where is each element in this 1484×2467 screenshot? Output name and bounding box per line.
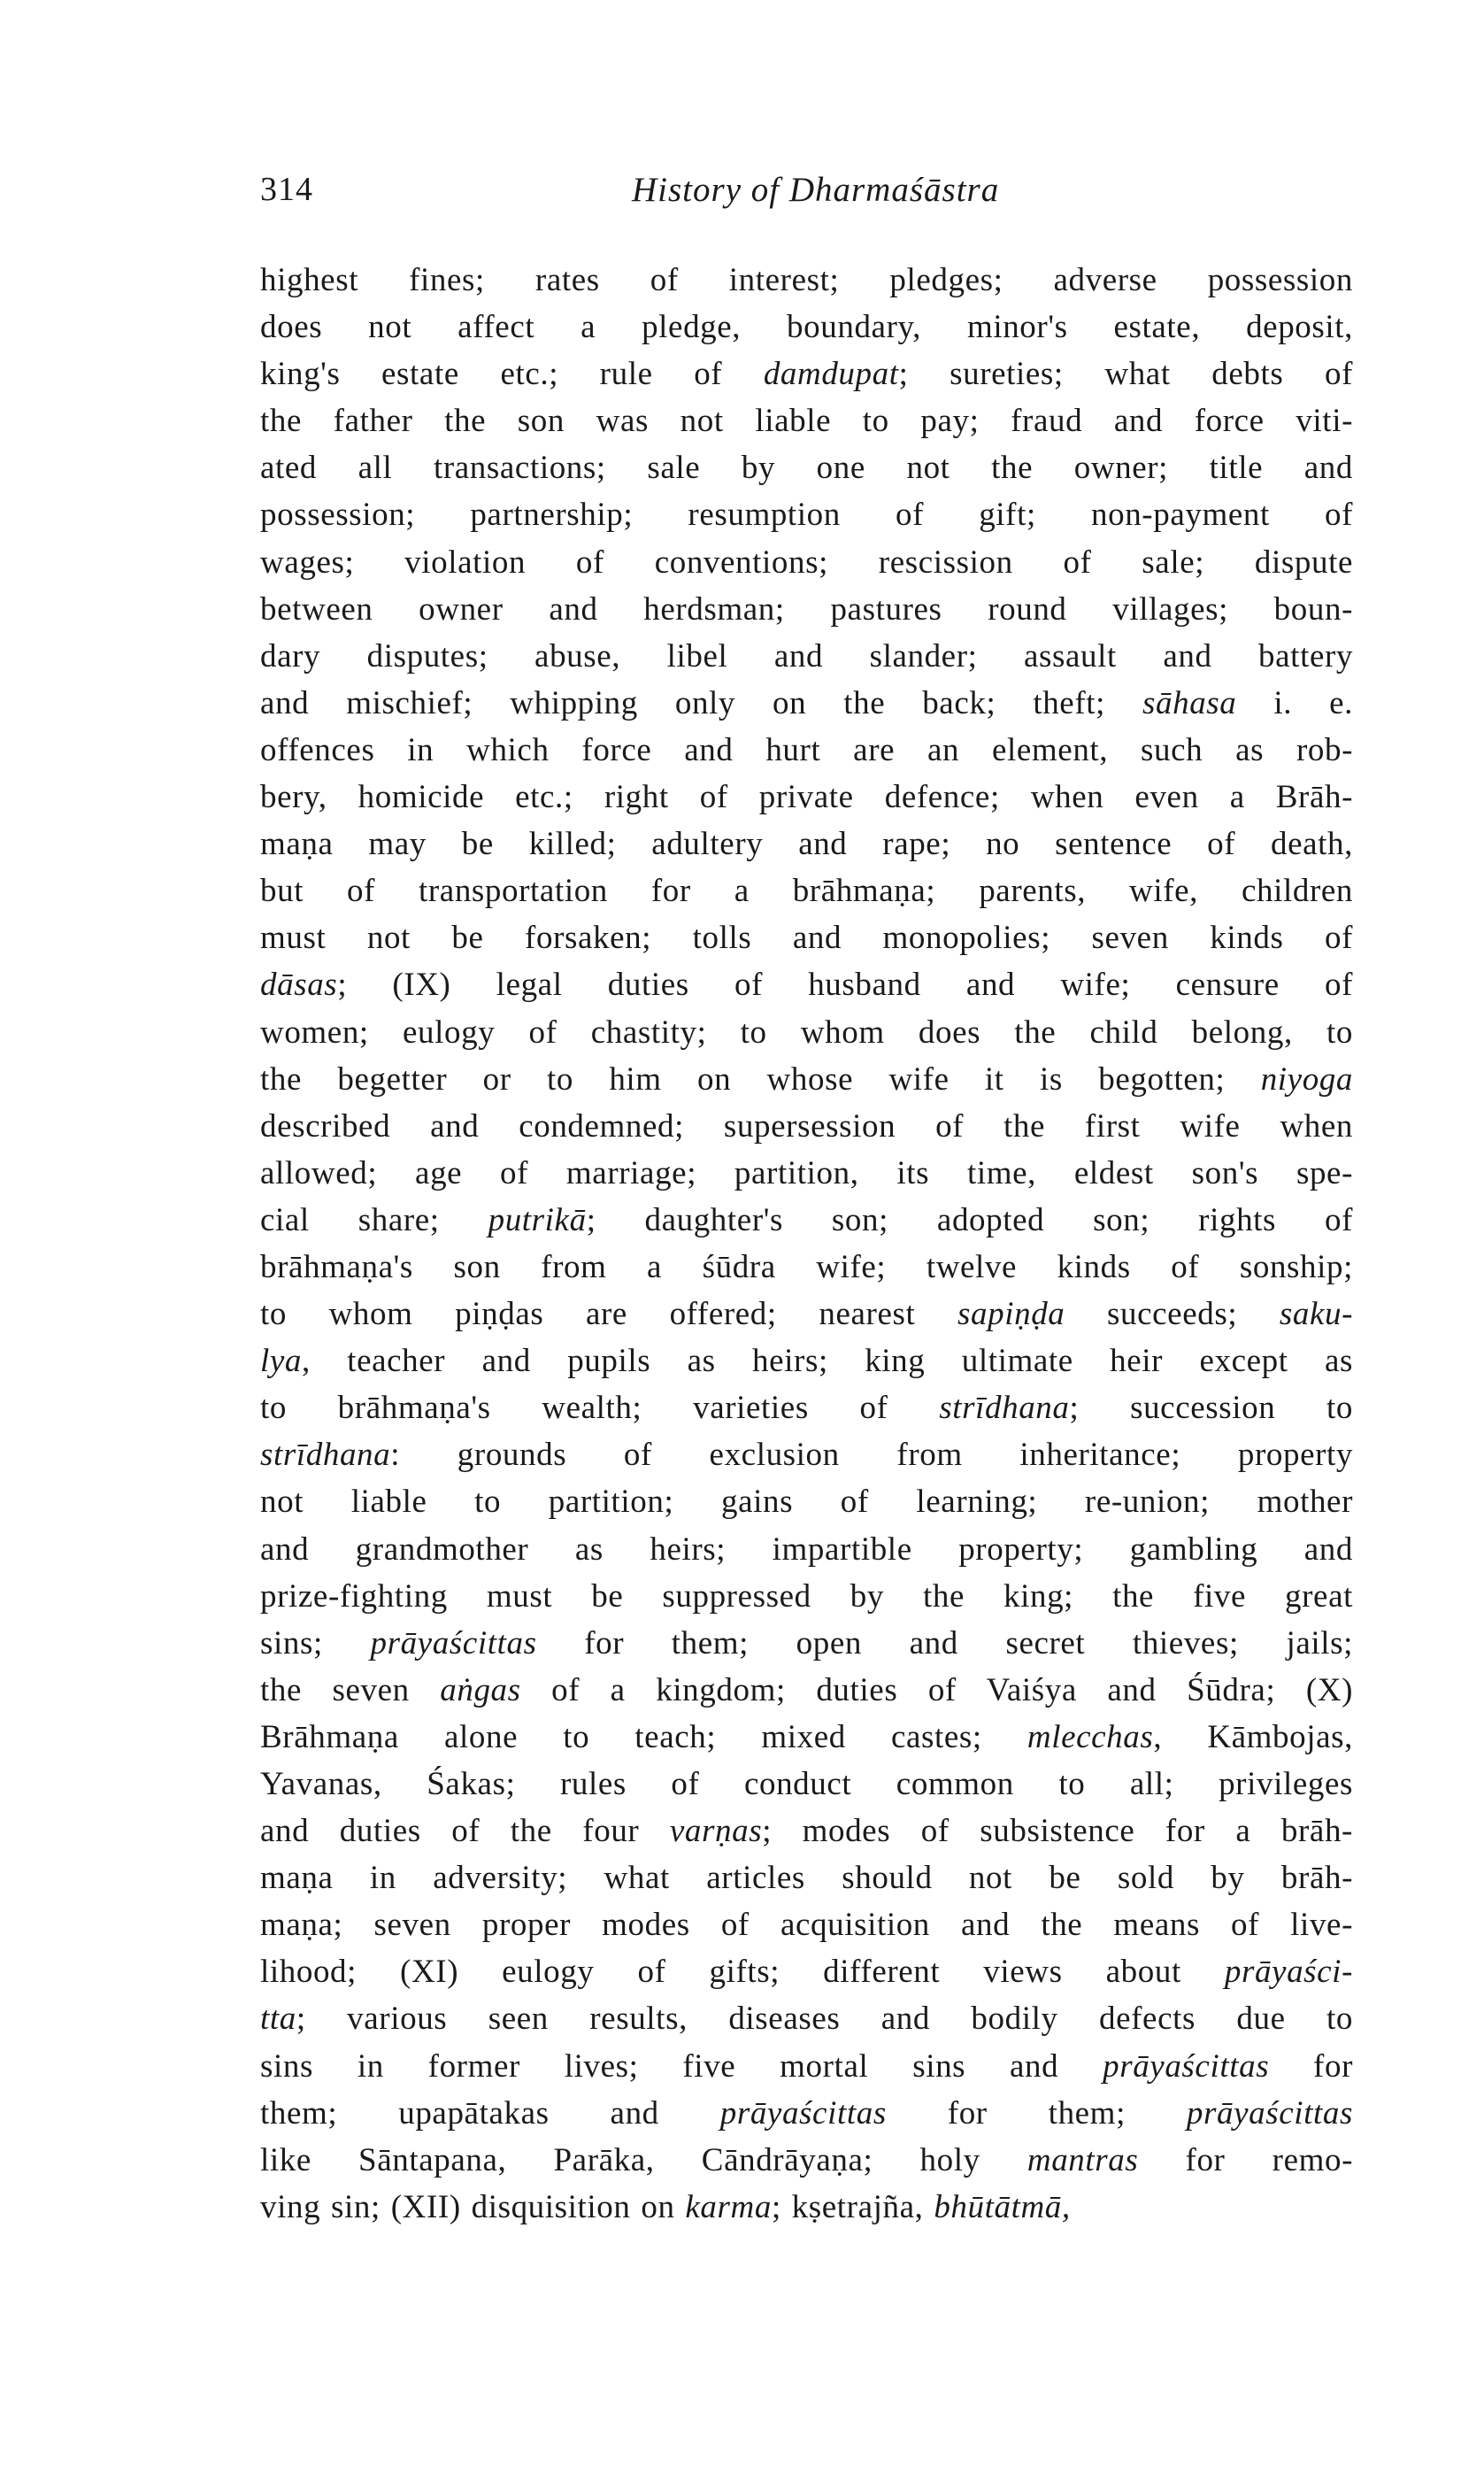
text-line: strīdhana: grounds of exclusion from inheritance; property	[260, 1437, 1353, 1474]
text-line: Yavanas, Śakas; rules of conduct common to all; privileges	[260, 1766, 1353, 1802]
text-line: the begetter or to him on whose wife it is begotten; niyoga	[260, 1060, 1353, 1098]
body-text	[260, 257, 1353, 2231]
text-line: the father the son was not liable to pay; fraud and force viti-	[260, 403, 1353, 440]
text-line: maṇa in adversity; what articles should not be sold by brāh-	[260, 1860, 1353, 1897]
text-line: highest fines; rates of interest; pledges; adverse possession	[260, 262, 1353, 298]
text-line: lihood; (XI) eulogy of gifts; different views about prāyaści-	[260, 1954, 1353, 1991]
text-line: but of transportation for a brāhmaṇa; parents, wife, children	[260, 873, 1353, 910]
text-line: the seven aṅgas of a kingdom; duties of Vaiśya and Śūdra; (X)	[260, 1671, 1353, 1708]
text-line: brāhmaṇa's son from a śūdra wife; twelve kinds of sonship;	[260, 1248, 1353, 1285]
text-line: sins in former lives; five mortal sins and prāyaścittas for	[260, 2047, 1353, 2085]
text-line: to brāhmaṇa's wealth; varieties of strīdhana; succession to	[260, 1390, 1353, 1427]
text-line: dāsas; (IX) legal duties of husband and wife; censure of	[260, 967, 1353, 1004]
text-line: king's estate etc.; rule of damdupat; sureties; what debts of	[260, 356, 1353, 393]
text-line: maṇa may be killed; adultery and rape; no sentence of death,	[260, 826, 1353, 863]
text-line: Brāhmaṇa alone to teach; mixed castes; mlecchas, Kāmbojas,	[260, 1718, 1353, 1755]
text-line: allowed; age of marriage; partition, its time, eldest son's spe-	[260, 1154, 1353, 1191]
text-line: described and condemned; supersession of the first wife when	[260, 1107, 1353, 1145]
text-line: ated all transactions; sale by one not the owner; title and	[260, 450, 1353, 487]
text-line: maṇa; seven proper modes of acquisition and the means of live-	[260, 1907, 1353, 1944]
text-line: lya, teacher and pupils as heirs; king ultimate heir except as	[260, 1343, 1353, 1380]
text-line: dary disputes; abuse, libel and slander; assault and battery	[260, 637, 1353, 675]
text-line: and duties of the four varṇas; modes of subsistence for a brāh-	[260, 1813, 1353, 1850]
text-line: bery, homicide etc.; right of private defence; when even a Brāh-	[260, 779, 1353, 816]
text-line: to whom piṇḍas are offered; nearest sapiṇḍa succeeds; saku-	[260, 1296, 1353, 1333]
text-line: sins; prāyaścittas for them; open and secret thieves; jails;	[260, 1624, 1353, 1661]
text-line: and mischief; whipping only on the back; theft; sāhasa i. e.	[260, 684, 1353, 721]
page-number: 314	[260, 171, 313, 208]
text-line: women; eulogy of chastity; to whom does the child belong, to	[260, 1014, 1353, 1051]
book-title: History of Dharmaśāstra	[632, 171, 1000, 209]
text-line: prize-fighting must be suppressed by the king; the five great	[260, 1577, 1353, 1615]
text-line: possession; partnership; resumption of gift; non-payment of	[260, 497, 1353, 534]
text-line: between owner and herdsman; pastures round villages; boun-	[260, 590, 1353, 628]
text-line: tta; various seen results, diseases and bodily defects due to	[260, 2001, 1353, 2038]
text-line: them; upapātakas and prāyaścittas for them; prāyaścittas	[260, 2094, 1353, 2132]
text-line: like Sāntapana, Parāka, Cāndrāyaṇa; holy mantras for remo-	[260, 2141, 1353, 2178]
text-line: and grandmother as heirs; impartible property; gambling and	[260, 1530, 1353, 1568]
text-line: wages; violation of conventions; rescission of sale; dispute	[260, 544, 1353, 581]
text-line: must not be forsaken; tolls and monopolies; seven kinds of	[260, 920, 1353, 957]
text-line: offences in which force and hurt are an element, such as rob-	[260, 731, 1353, 768]
text-line: not liable to partition; gains of learning; re-union; mother	[260, 1484, 1353, 1521]
text-line: does not affect a pledge, boundary, minor's estate, deposit,	[260, 309, 1353, 346]
text-line: cial share; putrikā; daughter's son; adopted son; rights of	[260, 1201, 1353, 1238]
running-head	[260, 170, 1353, 223]
text-line: ving sin; (XII) disquisition on karma; kṣetrajña, bhūtātmā,	[260, 2188, 1071, 2225]
